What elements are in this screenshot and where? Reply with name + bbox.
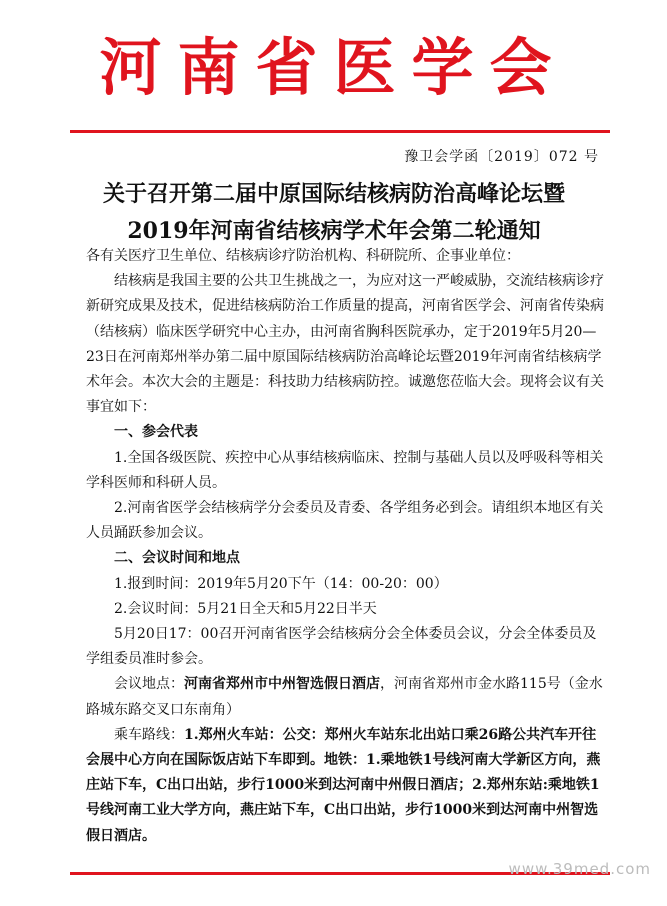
- venue-label: 会议地点：: [114, 676, 184, 693]
- registration-time: 1.报到时间：2019年5月20下午（14：00-20：00）: [114, 575, 448, 592]
- section-1-item-1: 1.全国各级医院、疾控中心从事结核病临床、控制与基础人员以及呼吸科等相关学科医师和科研人员。: [86, 449, 604, 491]
- venue-paragraph: [86, 672, 606, 722]
- route-label: 乘车路线：: [114, 726, 184, 743]
- venue-name: 河南省郑州市中州智选假日酒店: [184, 676, 380, 693]
- intro-paragraph: 结核病是我国主要的公共卫生挑战之一，为应对这一严峻威胁，交流结核病诊疗新研究成果及技术，促进结核病防治工作质量的提高，河南省医学会、河南省传染病（结核病）临床医学研究中心主办，由河南省胸科医院承办，定于2019年5月20—23日在河南郑州举办第二届中原国际结核病防治高峰论坛暨2019年河南省结核病学术年会。本次大会的主题是：科技助力结核病防控。诚邀您莅临大会。现将会议有关事宜如下：: [86, 273, 604, 416]
- route-text: 1.郑州火车站：公交：郑州火车站东北出站口乘26路公共汽车开往会展中心方向在国际饭店站下车即到。地铁：1.乘地铁1号线河南大学新区方向，燕庄站下车，C出口出站，步行1000米到达河南中州假日酒店；2.郑州东站:乘地铁1号线河南工业大学方向，燕庄站下车，C出口出站，步行1000米到达河南中州智选假日酒店。: [86, 726, 601, 844]
- title-line-1: 关于召开第二届中原国际结核病防治高峰论坛暨: [102, 181, 565, 207]
- meeting-time: 2.会议时间：5月21日全天和5月22日半天: [114, 600, 377, 617]
- salutation: 各有关医疗卫生单位、结核病诊疗防治机构、科研院所、企事业单位：: [86, 248, 520, 264]
- document-title: [60, 176, 608, 250]
- section-2-heading: 二、会议时间和地点: [114, 550, 240, 567]
- committee-meeting-note: 5月20日17：00召开河南省医学会结核病分会全体委员会议，分会全体委员及学组委员准时参会。: [86, 626, 597, 668]
- letterhead-org-name: 河南省医学会: [99, 31, 568, 104]
- section-1-item-2: 2.河南省医学会结核病学分会委员及青委、各学组务必到会。请组织本地区有关人员踊跃参加会议。: [86, 500, 604, 542]
- letterhead-red-rule: [70, 130, 610, 133]
- watermark: www.39med.com: [508, 860, 651, 878]
- document-body: [86, 244, 606, 849]
- venue-address: ，河南省郑州市金水路115号（金水路城东路交叉口东南角）: [86, 676, 603, 718]
- route-paragraph: [86, 723, 606, 849]
- section-1-heading: 一、参会代表: [114, 424, 198, 441]
- title-line-2: 2019年河南省结核病学术年会第二轮通知: [127, 218, 541, 244]
- document-number: 豫卫会学函〔2019〕072 号: [404, 149, 599, 165]
